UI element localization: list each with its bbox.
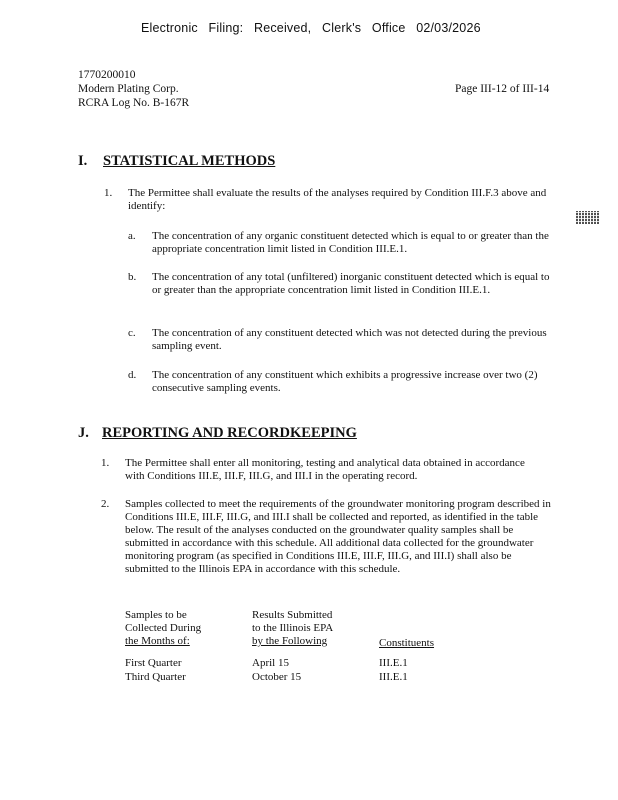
table-header-col-constituents: Constituents: [379, 637, 435, 649]
item-text: The Permittee shall evaluate the results of the analyses required by Condition III.F.3 above and identify:: [128, 187, 547, 212]
item-label: 1.: [101, 457, 110, 469]
cell-months: Third Quarter: [125, 671, 186, 683]
item-text: The Permittee shall enter all monitoring, testing and analytical data obtained in accordance with Conditions III.E, III.F, III.G, and III.I in the operating record.: [125, 457, 525, 482]
cell-constituents: III.E.1: [379, 671, 408, 683]
section-j-title: REPORTING AND RECORDKEEPING: [102, 425, 357, 441]
rcra-log-number: RCRA Log No. B-167R: [78, 97, 190, 109]
subitem-text: The concentration of any total (unfiltered) inorganic constituent detected which is equal to or greater than the appropriate concentration limit listed in Condition III.E.1.: [152, 271, 550, 296]
cell-constituents: III.E.1: [379, 657, 408, 669]
facility-id: 1770200010: [78, 69, 136, 81]
section-i-number: I.: [78, 153, 88, 169]
subitem-label: b.: [128, 271, 137, 283]
header-line: Results Submitted: [252, 609, 333, 621]
subitem-label: d.: [128, 369, 137, 381]
electronic-filing-banner: Electronic Filing: Received, Clerk's Office 02/03/2026: [141, 21, 481, 35]
item-text: Samples collected to meet the requirements of the groundwater monitoring program described in Conditions III.E, III.F, III.G, and III.I shall be collected and reported, as identified in the table below. The result of the analyses conducted on the groundwater quality samples shall be submitted in accordance with this schedule. All additional data collected for the groundwater monitoring program (as specified in Conditions III.E, III.F, III.G, and III.I) shall also be submitted to the Illinois EPA in accordance with this schedule.: [125, 498, 551, 575]
barcode-stamp-icon: [576, 211, 600, 224]
item-label: 1.: [104, 187, 113, 199]
header-line: the Months of:: [125, 635, 190, 647]
facility-name: Modern Plating Corp.: [78, 83, 179, 95]
header-line: to the Illinois EPA: [252, 622, 334, 634]
cell-months: First Quarter: [125, 657, 182, 669]
cell-submitted: October 15: [252, 671, 302, 683]
header-line: Collected During: [125, 622, 202, 634]
item-label: 2.: [101, 498, 110, 510]
header-line: Samples to be: [125, 609, 187, 621]
header-line: by the Following: [252, 635, 328, 647]
section-i-title: STATISTICAL METHODS: [103, 153, 276, 169]
subitem-text: The concentration of any constituent which exhibits a progressive increase over two (2) consecutive sampling events.: [152, 369, 538, 394]
document-identifier-block: [78, 68, 189, 110]
section-j-number: J.: [78, 425, 89, 441]
table-header-col-months: [125, 609, 201, 648]
subitem-label: a.: [128, 230, 136, 242]
subitem-label: c.: [128, 327, 136, 339]
page-number: Page III-12 of III-14: [455, 83, 550, 95]
cell-submitted: April 15: [252, 657, 289, 669]
subitem-text: The concentration of any organic constituent detected which is equal to or greater than the appropriate concentration limit listed in Condition III.E.1.: [152, 230, 549, 255]
subitem-text: The concentration of any constituent detected which was not detected during the previous sampling event.: [152, 327, 547, 352]
table-header-col-submitted: [252, 609, 333, 648]
